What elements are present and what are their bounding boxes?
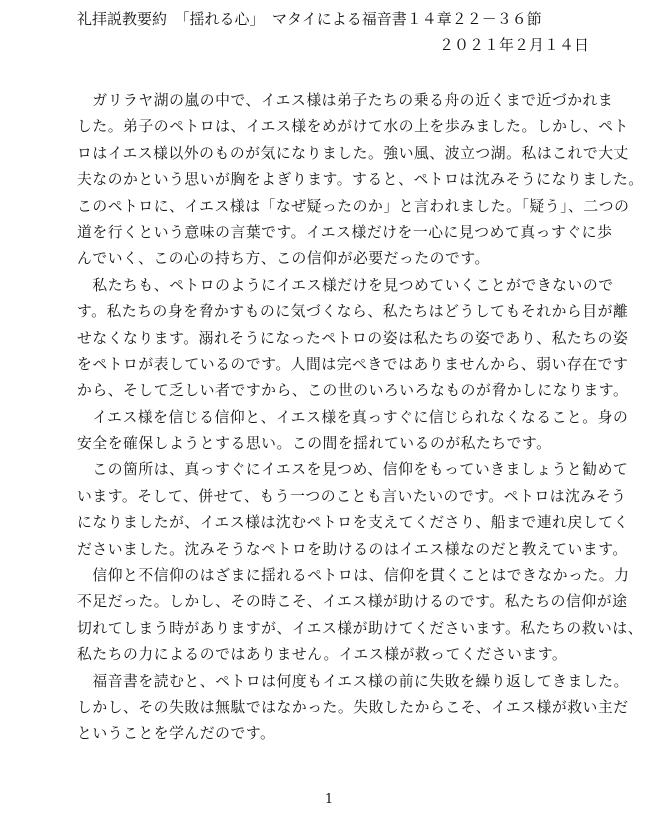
sermon-title: 礼拝説教要約 「揺れる心」 マタイによる福音書１４章２２－３６節	[77, 10, 542, 28]
body-line: 不足だった。しかし、その時こそ、イエス様が助けるのです。私たちの信仰が途	[77, 593, 628, 611]
sermon-body	[77, 88, 644, 748]
sermon-date: ２０２１年２月１４日	[439, 36, 590, 54]
body-line: になりましたが、イエス様は沈むペトロを支えてくださり、船まで連れ戻してく	[77, 514, 629, 532]
body-line: 安全を確保しようとする思い。この間を揺れているのが私たちです。	[77, 435, 552, 453]
body-line: 私たちも、ペトロのようにイエス様だけを見つめていくことができないので	[77, 276, 614, 294]
body-line: 私たちの力によるのではありません。イエス様が救ってくださいます。	[77, 646, 568, 664]
body-line: 福音書を読むと、ペトロは何度もイエス様の前に失敗を繰り返してきました。	[77, 672, 629, 690]
body-line: ロはイエス様以外のものが気になりました。強い風、波立つ湖。私はこれで大丈	[77, 144, 629, 162]
body-line: 道を行くという意味の言葉です。イエス様だけを一心に見つめて真っすぐに歩	[77, 223, 613, 241]
body-line: しかし、その失敗は無駄ではなかった。失敗したからこそ、イエス様が救い主だ	[77, 698, 629, 716]
body-line: す。私たちの身を脅かすものに気づくなら、私たちはどうしてもそれから目が離	[77, 303, 629, 321]
body-line: した。弟子のペトロは、イエス様をめがけて水の上を歩みました。しかし、ペト	[77, 118, 629, 136]
body-line: ださいました。沈みそうなペトロを助けるのはイエス様なのだと教えています。	[77, 540, 628, 558]
body-line: います。そして、併せて、もう一つのことも言いたいのです。ペトロは沈みそう	[77, 487, 627, 505]
body-line: をペトロが表しているのです。人間は完ぺきではありませんから、弱い存在です	[77, 355, 629, 373]
body-line: 信仰と不信仰のはざまに揺れるペトロは、信仰を貫くことはできなかった。力	[77, 567, 630, 585]
body-line: から、そして乏しい者ですから、この世のいろいろなものが脅かしになります。	[77, 382, 629, 400]
page-number: 1	[324, 792, 334, 807]
body-line: んでいく、この心の持ち方、この信仰が必要だったのです。	[77, 250, 490, 268]
body-line: このペトロに、イエス様は「なぜ疑ったのか」と言われました。「疑う」、二つの	[77, 197, 630, 215]
body-line: この箇所は、真っすぐにイエスを見つめ、信仰をもっていきましょうと勧めて	[77, 461, 629, 479]
body-line: イエス様を信じる信仰と、イエス様を真っすぐに信じられなくなること。身の	[77, 408, 629, 426]
body-line: ということを学んだのです。	[77, 725, 276, 743]
body-line: 切れてしまう時がありますが、イエス様が助けてくださいます。私たちの救いは、	[77, 619, 644, 637]
body-line: せなくなります。溺れそうになったペトロの姿は私たちの姿であり、私たちの姿	[77, 329, 629, 347]
body-line: ガリラヤ湖の嵐の中で、イエス様は弟子たちの乗る舟の近くまで近づかれま	[77, 92, 614, 109]
body-line: 夫なのかという思いが胸をよぎります。すると、ペトロは沈みそうになりました。	[77, 171, 644, 189]
